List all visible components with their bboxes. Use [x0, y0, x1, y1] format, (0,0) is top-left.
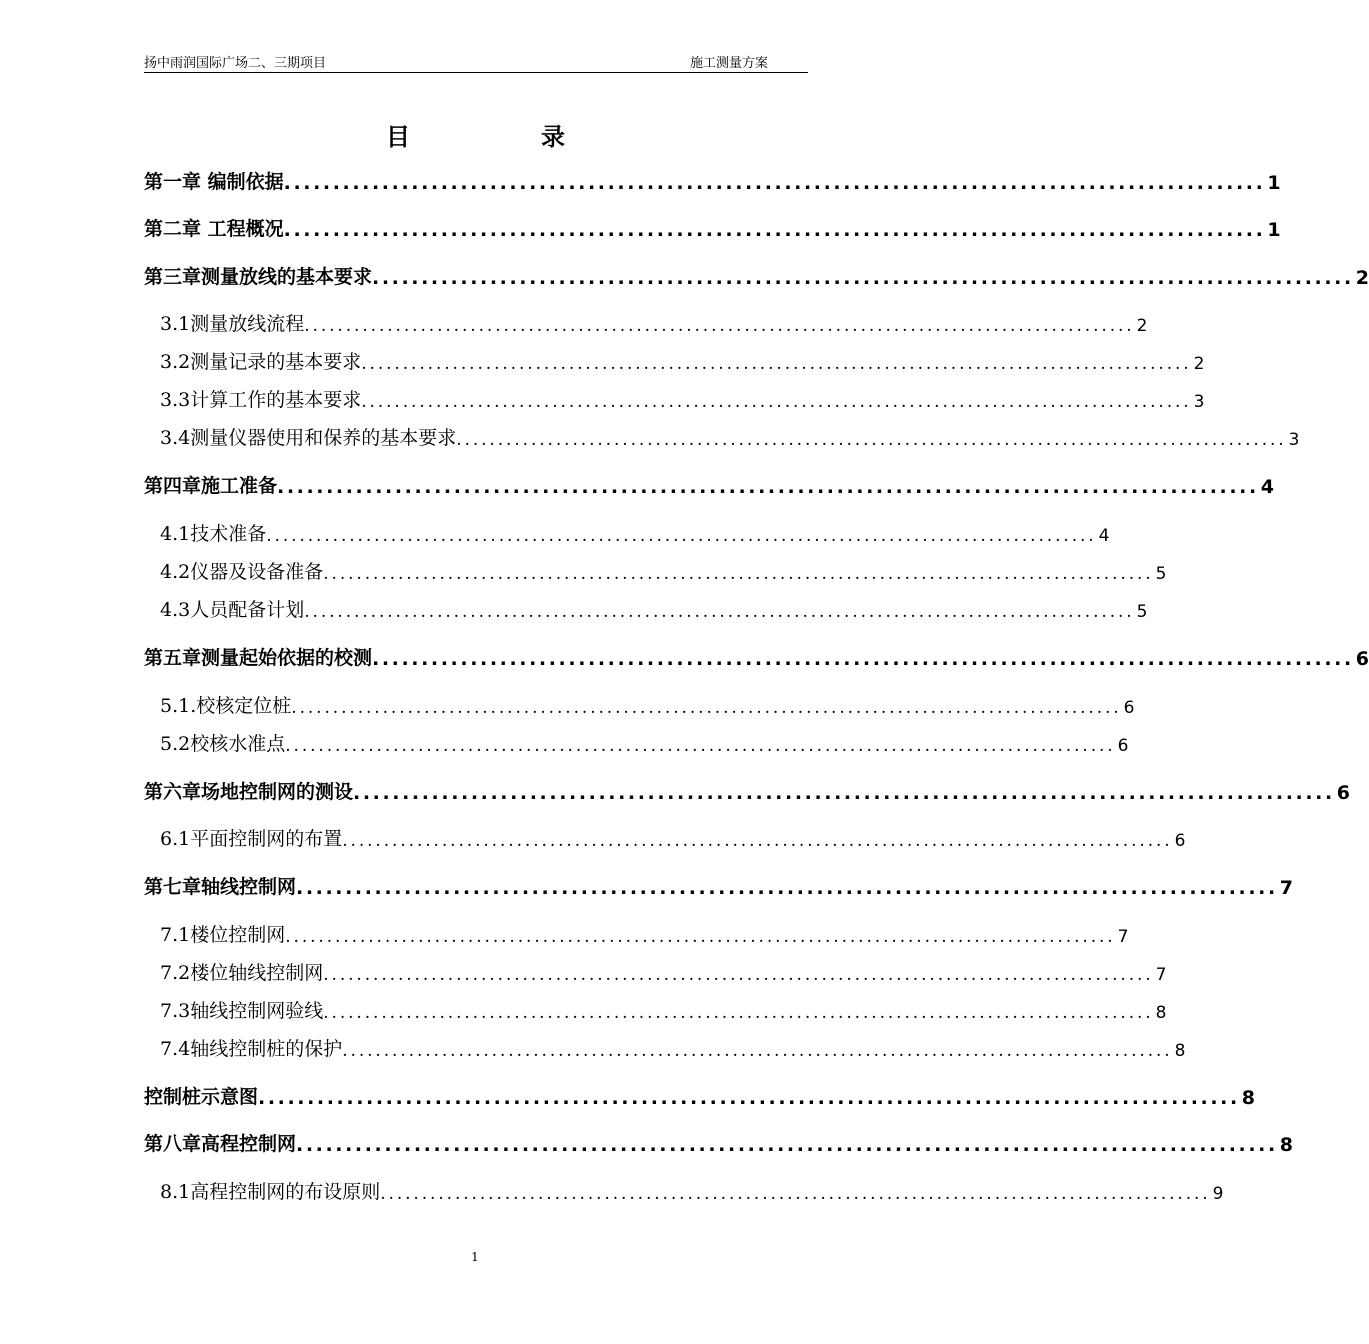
toc-dot-leader: .................................................................................................... — [277, 476, 1259, 498]
toc-heading-char-1: 目 — [386, 122, 410, 151]
toc-entry-label: 控制桩示意图 — [144, 1086, 259, 1108]
toc-entry-chapter[interactable] — [144, 776, 1351, 804]
header-project-name: 扬中雨润国际广场二、三期项目 — [144, 56, 327, 71]
toc-entry-page: 7 — [1279, 877, 1294, 899]
toc-entry-chapter[interactable] — [144, 1081, 1256, 1109]
toc-dot-leader: .................................................................................................... — [361, 354, 1192, 374]
toc-dot-leader: .................................................................................................... — [304, 316, 1135, 336]
toc-entry-section[interactable] — [160, 422, 1300, 450]
toc-entry-page: 6 — [1355, 648, 1369, 670]
toc-entry-label: 第三章测量放线的基本要求 — [144, 266, 373, 288]
toc-entry-label: 6.1平面控制网的布置 — [160, 828, 343, 850]
toc-dot-leader: .................................................................................................... — [456, 430, 1287, 450]
toc-entry-page: 4 — [1260, 476, 1275, 498]
toc-entry-label: 第七章轴线控制网 — [144, 876, 297, 898]
toc-dot-leader: .................................................................................................... — [323, 965, 1154, 985]
toc-entry-page: 6 — [1336, 782, 1351, 804]
toc-entry-page: 7 — [1117, 927, 1129, 947]
toc-entry-label: 7.4轴线控制桩的保护 — [160, 1038, 343, 1060]
toc-entry-label: 5.2校核水准点 — [160, 733, 286, 755]
toc-dot-leader: .................................................................................................... — [296, 1134, 1278, 1156]
toc-dot-leader: .................................................................................................... — [380, 1184, 1211, 1204]
toc-entry-page: 4 — [1098, 526, 1110, 546]
toc-dot-leader: .................................................................................................... — [304, 602, 1135, 622]
toc-entry-label: 第六章场地控制网的测设 — [144, 781, 354, 803]
toc-entry-page: 3 — [1193, 392, 1205, 412]
toc-dot-leader: .................................................................................................... — [266, 526, 1097, 546]
toc-entry-section[interactable] — [160, 518, 1110, 546]
toc-heading-char-2: 录 — [541, 122, 565, 151]
toc-entry-page: 1 — [1267, 219, 1281, 241]
toc-entry-section[interactable] — [160, 995, 1167, 1023]
toc-entry-page: 6 — [1174, 831, 1186, 851]
toc-entry-chapter[interactable] — [144, 871, 1294, 899]
toc-entry-chapter[interactable] — [144, 261, 1369, 289]
toc-dot-leader: .................................................................................................... — [353, 782, 1335, 804]
toc-entry-label: 第一章 编制依据 — [144, 171, 284, 193]
toc-entry-page: 2 — [1193, 354, 1205, 374]
toc-entry-page: 2 — [1355, 267, 1369, 289]
toc-entry-section[interactable] — [160, 346, 1205, 374]
toc-entry-label: 4.2仪器及设备准备 — [160, 561, 324, 583]
toc-entry-label: 7.1楼位控制网 — [160, 924, 286, 946]
toc-dot-leader: .................................................................................................... — [342, 1041, 1173, 1061]
toc-dot-leader: .................................................................................................... — [283, 219, 1266, 241]
toc-entry-label: 4.1技术准备 — [160, 523, 267, 545]
toc-entry-section[interactable] — [160, 919, 1129, 947]
toc-entry-page: 3 — [1288, 430, 1300, 450]
toc-entry-section[interactable] — [160, 556, 1167, 584]
toc-entry-section[interactable] — [160, 690, 1135, 718]
toc-entry-page: 8 — [1155, 1003, 1167, 1023]
page-number: 1 — [471, 1250, 479, 1264]
toc-entry-section[interactable] — [160, 823, 1186, 851]
toc-entry-chapter[interactable] — [144, 166, 1281, 194]
toc-entry-chapter[interactable] — [144, 1128, 1294, 1156]
toc-dot-leader: .................................................................................................... — [291, 698, 1122, 718]
toc-entry-section[interactable] — [160, 594, 1148, 622]
toc-entry-page: 7 — [1155, 965, 1167, 985]
toc-entry-label: 4.3人员配备计划 — [160, 599, 305, 621]
toc-dot-leader: .................................................................................................... — [361, 392, 1192, 412]
toc-entry-page: 5 — [1155, 564, 1167, 584]
toc-entry-label: 7.3轴线控制网验线 — [160, 1000, 324, 1022]
toc-dot-leader: .................................................................................................... — [258, 1087, 1240, 1109]
toc-dot-leader: .................................................................................................... — [296, 877, 1278, 899]
toc-entry-label: 3.4测量仪器使用和保养的基本要求 — [160, 427, 457, 449]
toc-entry-section[interactable] — [160, 957, 1167, 985]
toc-entry-chapter[interactable] — [144, 213, 1281, 241]
toc-entry-page: 1 — [1267, 172, 1281, 194]
toc-entry-label: 3.3计算工作的基本要求 — [160, 389, 362, 411]
toc-entry-page: 6 — [1123, 698, 1135, 718]
toc-entry-page: 8 — [1174, 1041, 1186, 1061]
toc-entry-section[interactable] — [160, 728, 1129, 756]
toc-entry-label: 第八章高程控制网 — [144, 1133, 297, 1155]
toc-entry-label: 第二章 工程概况 — [144, 218, 284, 240]
toc-dot-leader: .................................................................................................... — [285, 927, 1116, 947]
toc-entry-label: 第五章测量起始依据的校测 — [144, 647, 373, 669]
toc-entry-label: 3.1测量放线流程 — [160, 313, 305, 335]
toc-dot-leader: .................................................................................................... — [372, 267, 1354, 289]
toc-entry-section[interactable] — [160, 308, 1148, 336]
toc-dot-leader: .................................................................................................... — [283, 172, 1266, 194]
toc-entry-section[interactable] — [160, 384, 1205, 412]
toc-entry-chapter[interactable] — [144, 470, 1275, 498]
toc-entry-section[interactable] — [160, 1033, 1186, 1061]
toc-dot-leader: .................................................................................................... — [372, 648, 1354, 670]
toc-entry-page: 9 — [1212, 1184, 1224, 1204]
toc-entry-page: 8 — [1279, 1134, 1294, 1156]
toc-dot-leader: .................................................................................................... — [342, 831, 1173, 851]
toc-heading — [0, 117, 950, 151]
page-header — [144, 50, 808, 73]
toc-entry-chapter[interactable] — [144, 642, 1369, 670]
toc-entry-section[interactable] — [160, 1176, 1224, 1204]
toc-entry-page: 6 — [1117, 736, 1129, 756]
toc-entry-page: 2 — [1136, 316, 1148, 336]
toc-dot-leader: .................................................................................................... — [323, 1003, 1154, 1023]
toc-entry-label: 8.1高程控制网的布设原则 — [160, 1181, 381, 1203]
toc-entry-page: 8 — [1241, 1087, 1256, 1109]
toc-dot-leader: .................................................................................................... — [285, 736, 1116, 756]
toc-entry-label: 第四章施工准备 — [144, 475, 278, 497]
toc-entry-label: 5.1.校核定位桩 — [160, 695, 292, 717]
toc-entry-label: 3.2测量记录的基本要求 — [160, 351, 362, 373]
toc-entry-label: 7.2楼位轴线控制网 — [160, 962, 324, 984]
toc-dot-leader: .................................................................................................... — [323, 564, 1154, 584]
toc-entry-page: 5 — [1136, 602, 1148, 622]
header-document-title: 施工测量方案 — [690, 56, 769, 71]
